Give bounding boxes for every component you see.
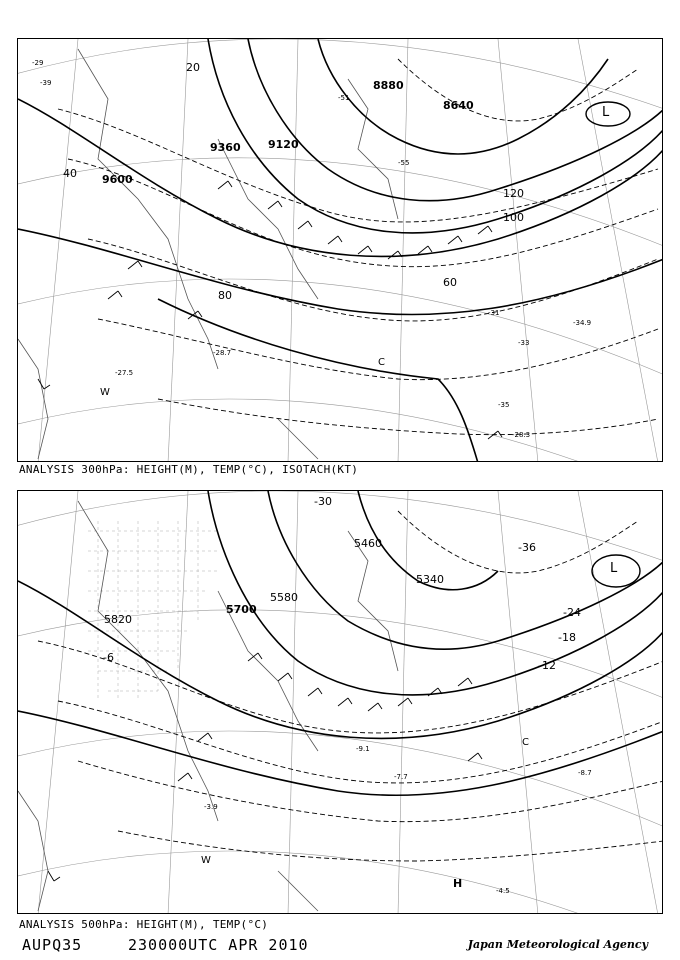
- height-label-9360: 9360: [210, 141, 241, 154]
- low-center-marker: L: [602, 105, 610, 120]
- isotach-label-20: 20: [186, 61, 200, 74]
- temp-label-31: -31: [488, 309, 500, 317]
- height-label-5340: 5340: [416, 573, 444, 586]
- temp-label-55: -55: [398, 159, 410, 167]
- temp-label-27-5: -27.5: [115, 369, 134, 377]
- height-contours: [18, 39, 663, 462]
- temp-label-28-7: -28.7: [213, 349, 232, 357]
- temp-label-7-7: -7.7: [394, 773, 408, 781]
- map-300hpa-svg: [18, 39, 663, 462]
- isotach-label-60: 60: [443, 276, 457, 289]
- temp-label-30: -30: [314, 495, 332, 508]
- warm-center-marker: W: [100, 387, 110, 398]
- product-code: AUPQ35: [22, 936, 83, 954]
- graticule: [18, 491, 663, 914]
- temp-label-24: -24: [563, 606, 581, 619]
- low-center-marker: L: [610, 561, 618, 576]
- height-label-9600: 9600: [102, 173, 133, 186]
- wind-barbs: [38, 181, 502, 439]
- isotach-label-80: 80: [218, 289, 232, 302]
- warm-center-marker: W: [201, 855, 211, 866]
- height-label-5700: 5700: [226, 603, 257, 616]
- temp-label-39: -39: [40, 79, 52, 87]
- height-label-9120: 9120: [268, 138, 299, 151]
- temp-label-29: -29: [32, 59, 44, 67]
- isotach-label-120: 120: [503, 187, 524, 200]
- analysis-300hpa-map: [17, 38, 663, 462]
- temp-label-33: -33: [518, 339, 530, 347]
- cold-center-marker: C: [378, 357, 385, 368]
- agency-name: Japan Meteorological Agency: [467, 938, 648, 951]
- temp-label-3-9: -3.9: [204, 803, 218, 811]
- temp-label-34-9: -34.9: [573, 319, 592, 327]
- caption-500hpa: ANALYSIS 500hPa: HEIGHT(M), TEMP(°C): [19, 918, 269, 931]
- temp-label-51: -51: [338, 94, 350, 102]
- temp-label-8-7: -8.7: [578, 769, 592, 777]
- height-label-8640: 8640: [443, 99, 474, 112]
- temp-label-6: -6: [103, 651, 114, 664]
- height-label-5580: 5580: [270, 591, 298, 604]
- map-500hpa-svg: [18, 491, 663, 914]
- caption-300hpa: ANALYSIS 300hPa: HEIGHT(M), TEMP(°C), ISOTACH(KT): [19, 463, 359, 476]
- height-label-5460: 5460: [354, 537, 382, 550]
- isotach-label-100: 100: [503, 211, 524, 224]
- graticule: [18, 39, 663, 462]
- temp-label-28-3: -28.3: [512, 431, 531, 439]
- temp-label-35: -35: [498, 401, 510, 409]
- temp-label-4-5: -4.5: [496, 887, 510, 895]
- height-label-5820: 5820: [104, 613, 132, 626]
- cold-center-marker: C: [522, 737, 529, 748]
- temp-label-9-1: -9.1: [356, 745, 370, 753]
- valid-time: 230000UTC APR 2010: [128, 936, 309, 954]
- isotach-label-40: 40: [63, 167, 77, 180]
- temp-label-18: -18: [558, 631, 576, 644]
- isotherms: [58, 59, 658, 435]
- analysis-500hpa-map: [17, 490, 663, 914]
- temp-label-36: -36: [518, 541, 536, 554]
- temp-label-12: -12: [538, 659, 556, 672]
- hatched-area: [88, 521, 218, 701]
- high-center-marker: H: [453, 877, 463, 890]
- coastline: [18, 501, 398, 911]
- height-label-8880: 8880: [373, 79, 404, 92]
- wind-barbs: [48, 653, 482, 881]
